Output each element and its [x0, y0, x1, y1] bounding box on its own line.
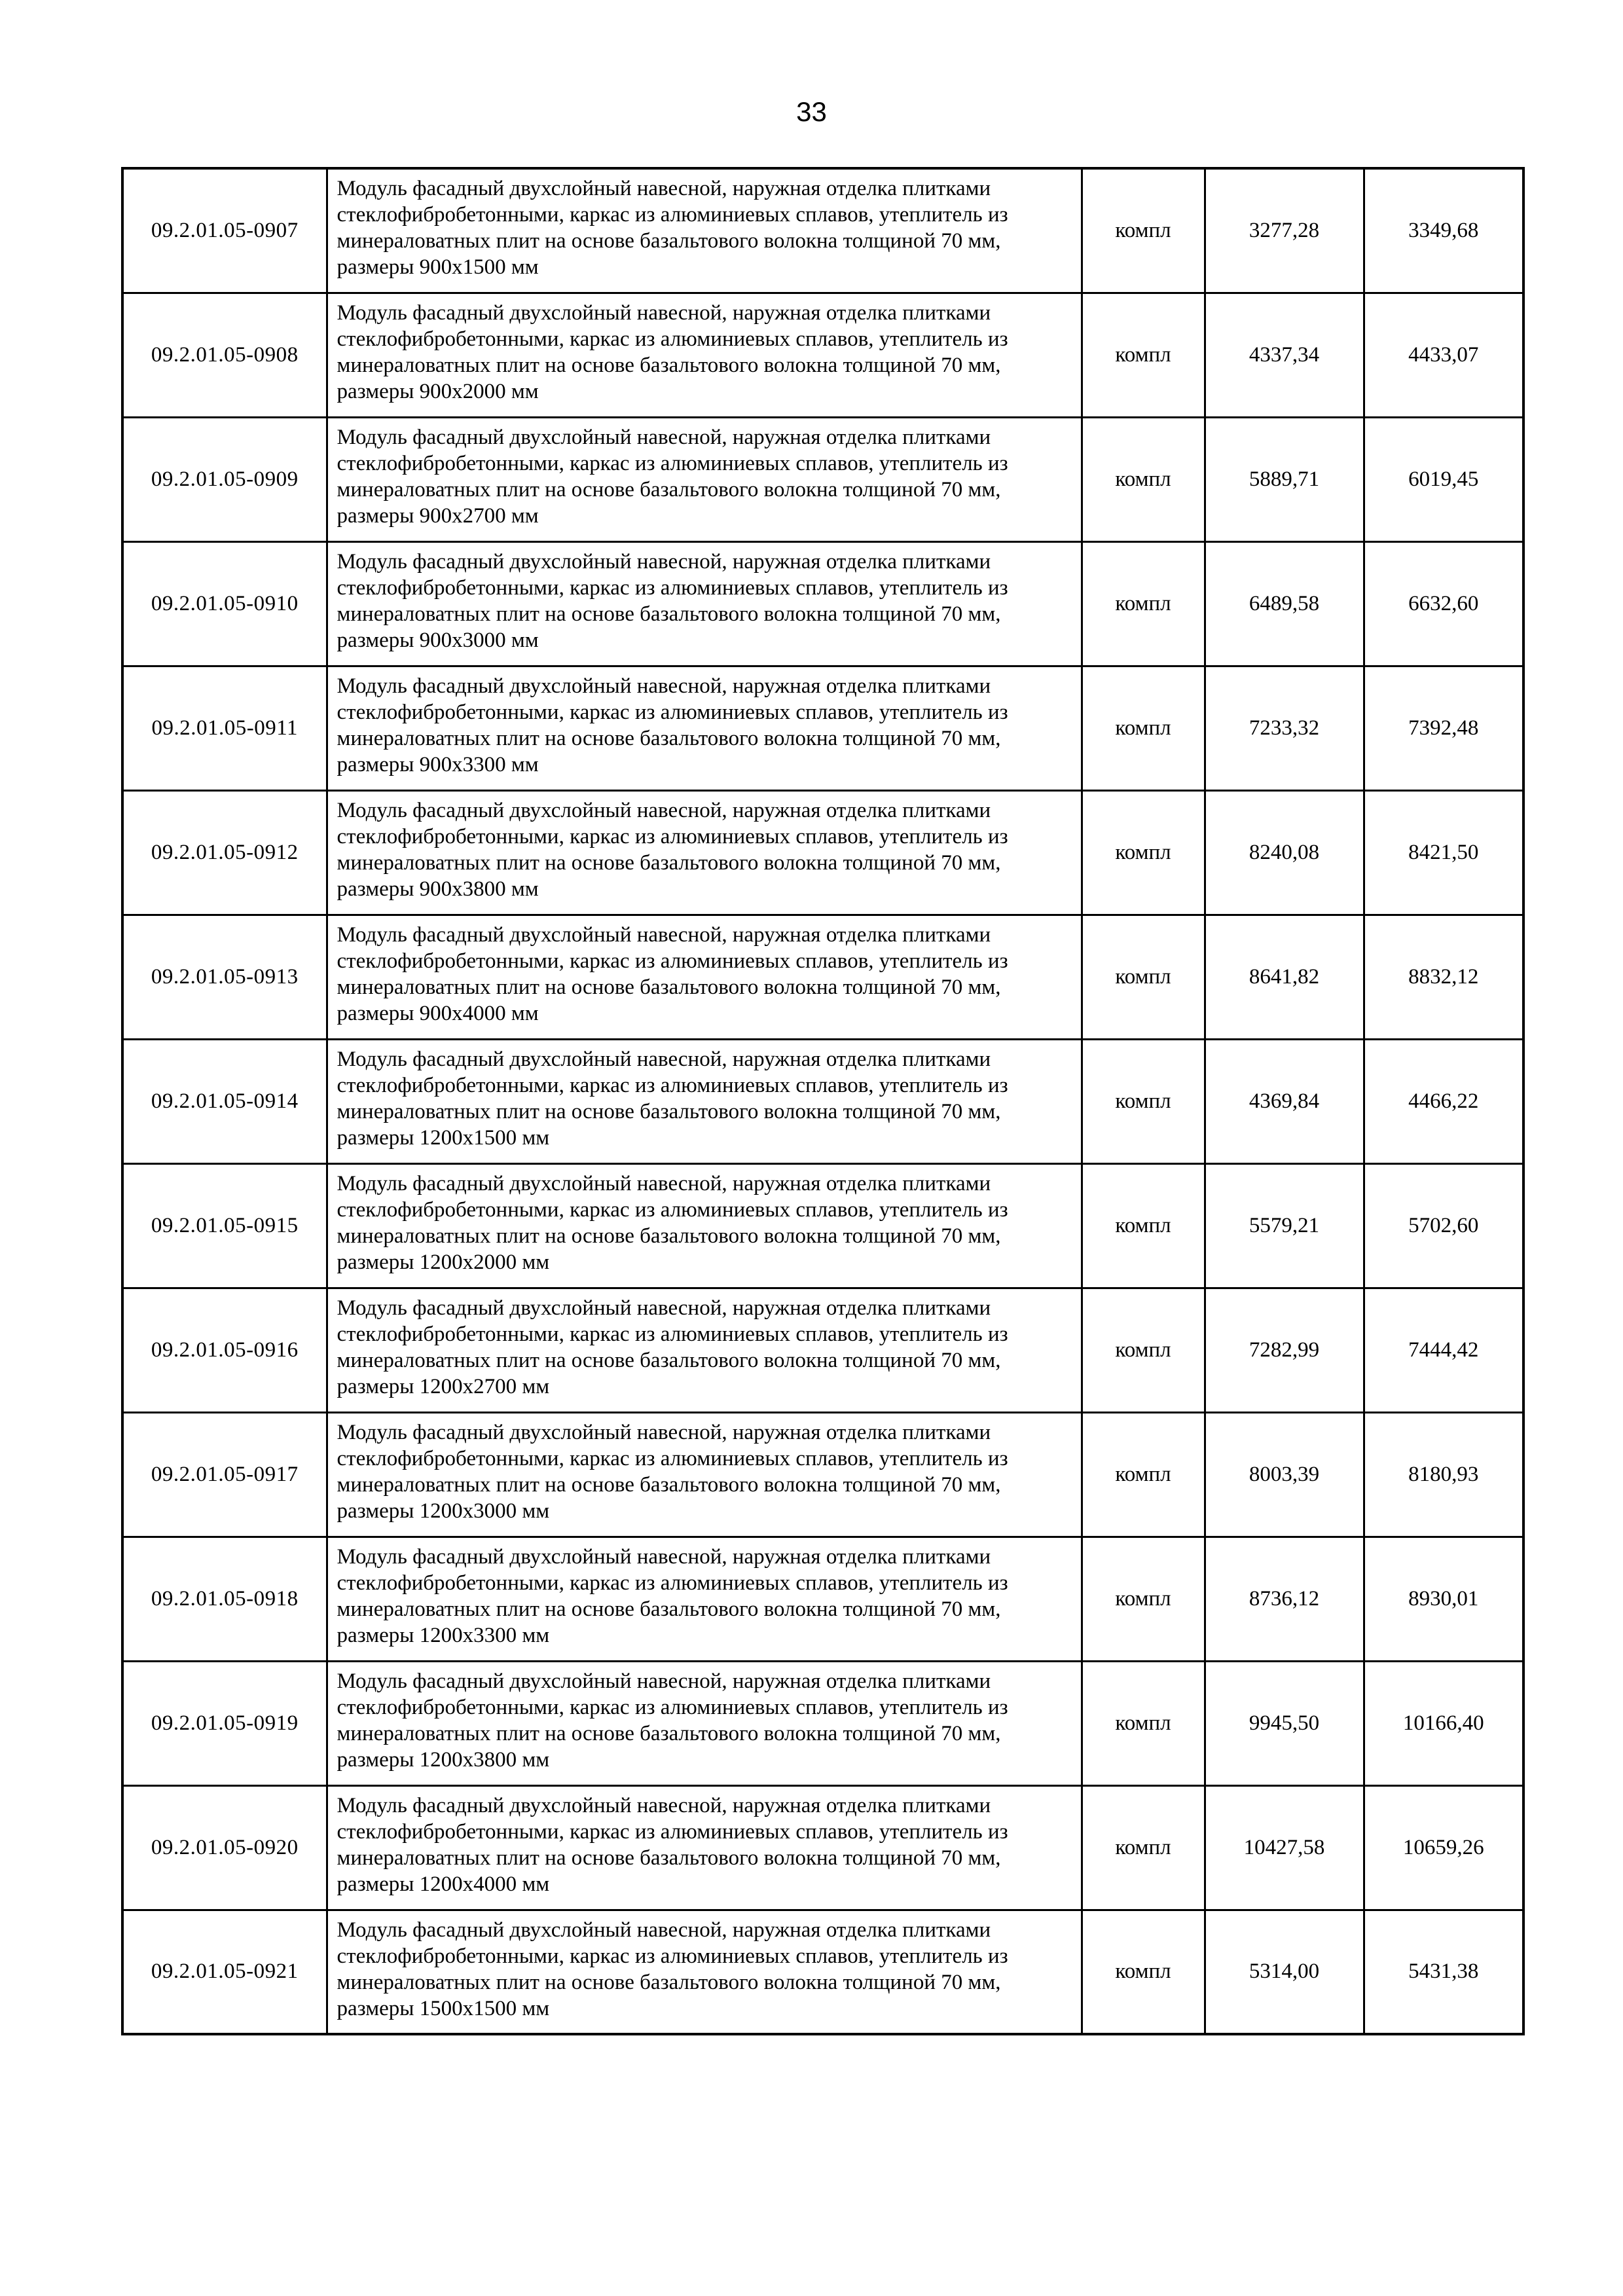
description-cell: [327, 541, 1082, 666]
price1-cell: 5579,21: [1205, 1163, 1364, 1288]
price2-cell: 3349,68: [1364, 168, 1523, 293]
unit-cell: компл: [1082, 666, 1205, 790]
description-line: Модуль фасадный двухслойный навесной, наружная отделка плитками: [337, 301, 991, 325]
resource-code-cell: 09.2.01.05-0913: [122, 915, 327, 1039]
unit-cell: компл: [1082, 915, 1205, 1039]
unit-cell: компл: [1082, 541, 1205, 666]
price2-cell: 7444,42: [1364, 1288, 1523, 1412]
price2-cell: 10166,40: [1364, 1661, 1523, 1785]
description-line: Модуль фасадный двухслойный навесной, наружная отделка плитками: [337, 1544, 991, 1569]
description-line: Модуль фасадный двухслойный навесной, наружная отделка плитками: [337, 177, 991, 200]
description-line: размеры 1200x4000 мм: [337, 1872, 550, 1896]
table-row: [122, 1288, 1523, 1412]
table-row: [122, 1412, 1523, 1537]
price2-cell: 10659,26: [1364, 1785, 1523, 1910]
description-cell: [327, 666, 1082, 790]
description-line: Модуль фасадный двухслойный навесной, наружная отделка плитками: [337, 549, 991, 574]
description-line: минераловатных плит на основе базальтового волокна толщиной 70 мм,: [337, 477, 1001, 501]
price2-cell: 8421,50: [1364, 790, 1523, 915]
description-line: минераловатных плит на основе базальтового волокна толщиной 70 мм,: [337, 1224, 1001, 1248]
price1-cell: 9945,50: [1205, 1661, 1364, 1785]
table-row: [122, 666, 1523, 790]
price2-cell: 6632,60: [1364, 541, 1523, 666]
resource-code-cell: 09.2.01.05-0919: [122, 1661, 327, 1785]
table-row: [122, 1163, 1523, 1288]
table-row: [122, 1661, 1523, 1785]
table-row: [122, 1039, 1523, 1163]
resource-code-cell: 09.2.01.05-0914: [122, 1039, 327, 1163]
description-line: минераловатных плит на основе базальтового волокна толщиной 70 мм,: [337, 850, 1001, 875]
description-line: стеклофибробетонными, каркас из алюминиевых сплавов, утеплитель из: [337, 1819, 1008, 1844]
table-row: [122, 293, 1523, 417]
price-table-body: [122, 168, 1523, 2034]
description-line: стеклофибробетонными, каркас из алюминиевых сплавов, утеплитель из: [337, 575, 1008, 600]
description-line: стеклофибробетонными, каркас из алюминиевых сплавов, утеплитель из: [337, 1695, 1008, 1719]
description-line: стеклофибробетонными, каркас из алюминиевых сплавов, утеплитель из: [337, 700, 1008, 724]
description-cell: [327, 417, 1082, 541]
description-cell: [327, 1785, 1082, 1910]
price1-cell: 5314,00: [1205, 1910, 1364, 2034]
description-line: размеры 1200x1500 мм: [337, 1125, 550, 1150]
description-line: минераловатных плит на основе базальтового волокна толщиной 70 мм,: [337, 1472, 1001, 1497]
description-line: стеклофибробетонными, каркас из алюминиевых сплавов, утеплитель из: [337, 1446, 1008, 1470]
description-line: стеклофибробетонными, каркас из алюминиевых сплавов, утеплитель из: [337, 1073, 1008, 1097]
table-row: [122, 1785, 1523, 1910]
description-line: минераловатных плит на основе базальтового волокна толщиной 70 мм,: [337, 1846, 1001, 1870]
price2-cell: 8832,12: [1364, 915, 1523, 1039]
description-line: размеры 1200x3800 мм: [337, 1747, 550, 1772]
unit-cell: компл: [1082, 1910, 1205, 2034]
description-cell: [327, 790, 1082, 915]
description-line: минераловатных плит на основе базальтового волокна толщиной 70 мм,: [337, 726, 1001, 750]
description-line: минераловатных плит на основе базальтового волокна толщиной 70 мм,: [337, 1099, 1001, 1123]
description-cell: [327, 168, 1082, 293]
description-cell: [327, 1537, 1082, 1661]
resource-code-cell: 09.2.01.05-0907: [122, 168, 327, 293]
unit-cell: компл: [1082, 790, 1205, 915]
description-line: Модуль фасадный двухслойный навесной, наружная отделка плитками: [337, 1420, 991, 1444]
description-line: стеклофибробетонными, каркас из алюминиевых сплавов, утеплитель из: [337, 1322, 1008, 1346]
table-row: [122, 168, 1523, 293]
unit-cell: компл: [1082, 293, 1205, 417]
unit-cell: компл: [1082, 417, 1205, 541]
resource-code-cell: 09.2.01.05-0910: [122, 541, 327, 666]
price1-cell: 8641,82: [1205, 915, 1364, 1039]
description-line: Модуль фасадный двухслойный навесной, наружная отделка плитками: [337, 1918, 991, 1942]
description-cell: [327, 293, 1082, 417]
description-line: стеклофибробетонными, каркас из алюминиевых сплавов, утеплитель из: [337, 824, 1008, 848]
unit-cell: компл: [1082, 1163, 1205, 1288]
description-cell: [327, 1163, 1082, 1288]
price1-cell: 6489,58: [1205, 541, 1364, 666]
description-cell: [327, 1661, 1082, 1785]
price2-cell: 4433,07: [1364, 293, 1523, 417]
description-line: минераловатных плит на основе базальтового волокна толщиной 70 мм,: [337, 975, 1001, 999]
description-line: стеклофибробетонными, каркас из алюминиевых сплавов, утеплитель из: [337, 327, 1008, 351]
price2-cell: 7392,48: [1364, 666, 1523, 790]
price-table: [121, 167, 1525, 2035]
description-line: размеры 900x3000 мм: [337, 628, 539, 652]
description-line: минераловатных плит на основе базальтового волокна толщиной 70 мм,: [337, 1348, 1001, 1372]
unit-cell: компл: [1082, 1661, 1205, 1785]
price2-cell: 4466,22: [1364, 1039, 1523, 1163]
description-line: Модуль фасадный двухслойный навесной, наружная отделка плитками: [337, 922, 991, 947]
price2-cell: 5702,60: [1364, 1163, 1523, 1288]
table-row: [122, 1537, 1523, 1661]
description-cell: [327, 1039, 1082, 1163]
price1-cell: 8003,39: [1205, 1412, 1364, 1537]
unit-cell: компл: [1082, 1039, 1205, 1163]
table-row: [122, 915, 1523, 1039]
description-line: размеры 900x3300 мм: [337, 752, 539, 776]
description-line: Модуль фасадный двухслойный навесной, наружная отделка плитками: [337, 1296, 991, 1320]
price2-cell: 5431,38: [1364, 1910, 1523, 2034]
description-cell: [327, 1910, 1082, 2034]
unit-cell: компл: [1082, 1412, 1205, 1537]
resource-code-cell: 09.2.01.05-0921: [122, 1910, 327, 2034]
description-line: размеры 900x2000 мм: [337, 379, 539, 403]
unit-cell: компл: [1082, 168, 1205, 293]
resource-code-cell: 09.2.01.05-0911: [122, 666, 327, 790]
price1-cell: 7282,99: [1205, 1288, 1364, 1412]
resource-code-cell: 09.2.01.05-0917: [122, 1412, 327, 1537]
resource-code-cell: 09.2.01.05-0915: [122, 1163, 327, 1288]
resource-code-cell: 09.2.01.05-0920: [122, 1785, 327, 1910]
description-cell: [327, 1288, 1082, 1412]
description-line: стеклофибробетонными, каркас из алюминиевых сплавов, утеплитель из: [337, 1197, 1008, 1222]
description-line: размеры 1200x3300 мм: [337, 1623, 550, 1647]
table-row: [122, 417, 1523, 541]
description-line: размеры 900x2700 мм: [337, 503, 539, 528]
resource-code-cell: 09.2.01.05-0912: [122, 790, 327, 915]
table-row: [122, 790, 1523, 915]
resource-code-cell: 09.2.01.05-0908: [122, 293, 327, 417]
description-line: Модуль фасадный двухслойный навесной, наружная отделка плитками: [337, 1047, 991, 1071]
description-line: размеры 900x3800 мм: [337, 877, 539, 901]
description-line: Модуль фасадный двухслойный навесной, наружная отделка плитками: [337, 798, 991, 822]
description-line: минераловатных плит на основе базальтового волокна толщиной 70 мм,: [337, 1597, 1001, 1621]
description-line: размеры 1200x2700 мм: [337, 1374, 550, 1398]
description-cell: [327, 915, 1082, 1039]
price1-cell: 4369,84: [1205, 1039, 1364, 1163]
description-line: Модуль фасадный двухслойный навесной, наружная отделка плитками: [337, 1171, 991, 1195]
price1-cell: 7233,32: [1205, 666, 1364, 790]
description-line: минераловатных плит на основе базальтового волокна толщиной 70 мм,: [337, 602, 1001, 626]
unit-cell: компл: [1082, 1785, 1205, 1910]
description-line: стеклофибробетонными, каркас из алюминиевых сплавов, утеплитель из: [337, 1571, 1008, 1595]
resource-code-cell: 09.2.01.05-0916: [122, 1288, 327, 1412]
description-line: стеклофибробетонными, каркас из алюминиевых сплавов, утеплитель из: [337, 451, 1008, 475]
description-line: стеклофибробетонными, каркас из алюминиевых сплавов, утеплитель из: [337, 203, 1008, 227]
description-line: Модуль фасадный двухслойный навесной, наружная отделка плитками: [337, 425, 991, 449]
unit-cell: компл: [1082, 1537, 1205, 1661]
description-line: размеры 1200x2000 мм: [337, 1250, 550, 1274]
description-line: минераловатных плит на основе базальтового волокна толщиной 70 мм,: [337, 229, 1001, 253]
price1-cell: 3277,28: [1205, 168, 1364, 293]
description-line: стеклофибробетонными, каркас из алюминиевых сплавов, утеплитель из: [337, 949, 1008, 973]
description-line: размеры 1200x3000 мм: [337, 1499, 550, 1523]
page-number: 33: [796, 96, 827, 127]
price1-cell: 5889,71: [1205, 417, 1364, 541]
description-line: Модуль фасадный двухслойный навесной, наружная отделка плитками: [337, 674, 991, 698]
price1-cell: 10427,58: [1205, 1785, 1364, 1910]
resource-code-cell: 09.2.01.05-0909: [122, 417, 327, 541]
description-line: Модуль фасадный двухслойный навесной, наружная отделка плитками: [337, 1793, 991, 1817]
unit-cell: компл: [1082, 1288, 1205, 1412]
price2-cell: 8180,93: [1364, 1412, 1523, 1537]
price1-cell: 8736,12: [1205, 1537, 1364, 1661]
description-line: размеры 900x4000 мм: [337, 1001, 539, 1025]
price1-cell: 8240,08: [1205, 790, 1364, 915]
price1-cell: 4337,34: [1205, 293, 1364, 417]
description-line: стеклофибробетонными, каркас из алюминиевых сплавов, утеплитель из: [337, 1944, 1008, 1968]
description-line: минераловатных плит на основе базальтового волокна толщиной 70 мм,: [337, 1970, 1001, 1994]
description-line: Модуль фасадный двухслойный навесной, наружная отделка плитками: [337, 1669, 991, 1693]
resource-code-cell: 09.2.01.05-0918: [122, 1537, 327, 1661]
description-line: размеры 900x1500 мм: [337, 255, 539, 279]
price2-cell: 6019,45: [1364, 417, 1523, 541]
description-line: размеры 1500x1500 мм: [337, 1996, 550, 2020]
table-row: [122, 541, 1523, 666]
description-cell: [327, 1412, 1082, 1537]
description-line: минераловатных плит на основе базальтового волокна толщиной 70 мм,: [337, 353, 1001, 377]
price2-cell: 8930,01: [1364, 1537, 1523, 1661]
description-line: минераловатных плит на основе базальтового волокна толщиной 70 мм,: [337, 1721, 1001, 1745]
table-row: [122, 1910, 1523, 2034]
